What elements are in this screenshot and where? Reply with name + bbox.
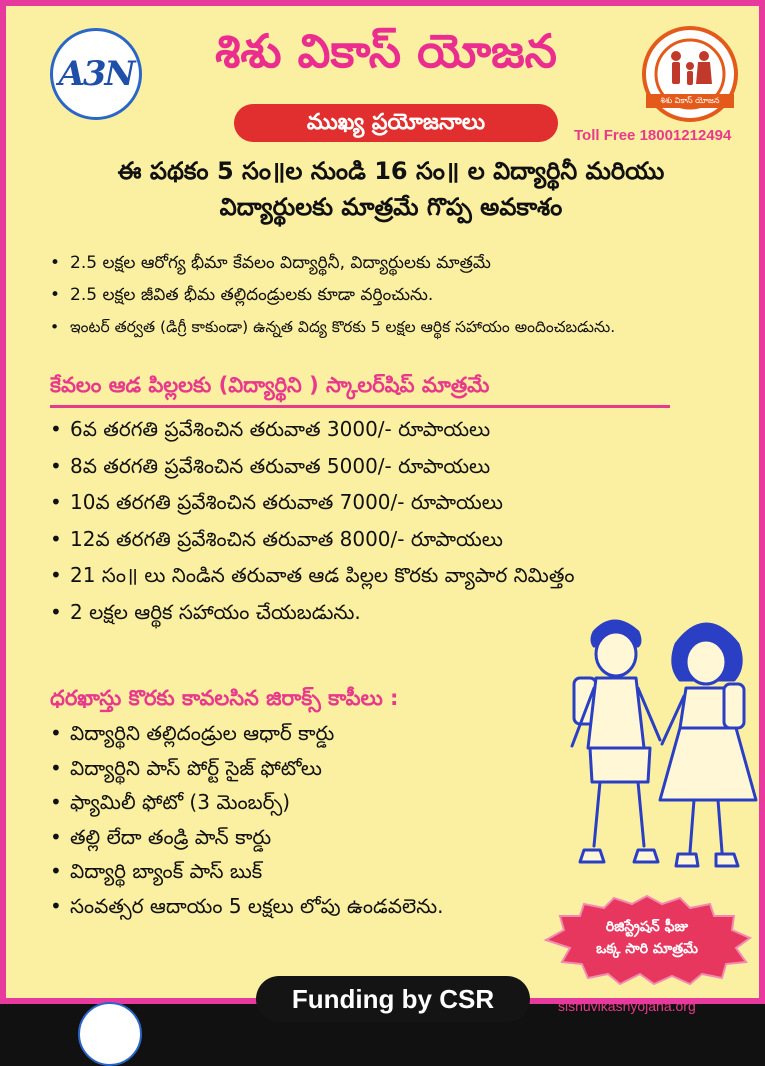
a3n-logo-text: A3N <box>58 54 134 94</box>
family-logo-caption: శిశు వికాస్ యోజన <box>646 94 734 108</box>
scholarship-heading: కేవలం ఆడ పిల్లలకు (విద్యార్థిని ) స్కాలర్‌షిప్ మాత్రమే <box>50 373 670 408</box>
scholarship-item: • 2 లక్షల ఆర్థిక సహాయం చేయబడును. <box>48 594 688 631</box>
document-item: • విద్యార్థిని పాస్ పోర్ట్ సైజ్ ఫోటోలు <box>48 751 568 786</box>
benefits-list <box>48 247 760 343</box>
page-title: శిశు వికాస్ యోజన <box>215 24 557 78</box>
badge-line-1: రిజిస్ట్రేషన్ ఫీజు <box>605 919 689 935</box>
subtitle-banner: ముఖ్య ప్రయోజనాలు <box>234 104 558 142</box>
scholarship-item: • 12వ తరగతి ప్రవేశించిన తరువాత 8000/- రూపాయలు <box>48 521 688 558</box>
registration-fee-text <box>572 916 722 960</box>
documents-heading: ధరఖాస్తు కొరకు కావలసిన జిరాక్స్ కాపీలు : <box>50 686 399 710</box>
documents-list <box>48 716 568 923</box>
intro-line-2: విద్యార్థులకు మాత్రమే గొప్ప అవకాశం <box>219 193 563 221</box>
document-item: • విద్యార్థిని తల్లిదండ్రుల ఆధార్ కార్డు <box>48 716 568 751</box>
website-url: sishuvikashyojana.org <box>558 998 696 1014</box>
benefit-item: • 2.5 లక్షల జీవిత భీమ తల్లిదండ్రులకు కూడా వర్తించును. <box>48 279 760 311</box>
scholarship-item: • 8వ తరగతి ప్రవేశించిన తరువాత 5000/- రూపాయలు <box>48 448 688 485</box>
scholarship-item: • 21 సం॥ లు నిండిన తరువాత ఆడ పిల్లల కొరకు వ్యాపార నిమిత్తం <box>48 557 688 594</box>
benefit-item: • ఇంటర్ తర్వత (డిగ్రీ కాకుండా) ఉన్నత విద్య కొరకు 5 లక్షల ఆర్థిక సహాయం అందించబడును. <box>48 311 760 343</box>
schoolchildren-illustration <box>554 604 764 894</box>
benefit-item: • 2.5 లక్షల ఆరోగ్య భీమా కేవలం విద్యార్థినీ, విద్యార్థులకు మాత్రమే <box>48 247 760 279</box>
document-item: • తల్లి లేదా తండ్రి పాన్ కార్డు <box>48 820 568 855</box>
document-item: • ఫ్యామిలీ ఫోటో (3 మెంబర్స్) <box>48 785 568 820</box>
funding-banner: Funding by CSR <box>256 976 530 1022</box>
intro-text <box>46 153 736 225</box>
scholarship-list <box>48 411 688 630</box>
scholarship-item: • 6వ తరగతి ప్రవేశించిన తరువాత 3000/- రూపాయలు <box>48 411 688 448</box>
family-logo <box>642 26 738 122</box>
document-item: • సంవత్సర ఆదాయం 5 లక్షలు లోపు ఉండవలెను. <box>48 889 568 924</box>
badge-line-2: ఒక్క సారి మాత్రమే <box>596 941 698 957</box>
intro-line-1: ఈ పథకం 5 సం॥ల నుండి 16 సం॥ ల విద్యార్థినీ మరియు <box>117 157 665 185</box>
a3n-logo <box>50 28 142 120</box>
document-item: • విద్యార్థి బ్యాంక్ పాస్ బుక్ <box>48 854 568 889</box>
toll-free-number: Toll Free 18001212494 <box>574 127 732 144</box>
bottom-logo <box>78 1002 142 1066</box>
scholarship-item: • 10వ తరగతి ప్రవేశించిన తరువాత 7000/- రూపాయలు <box>48 484 688 521</box>
